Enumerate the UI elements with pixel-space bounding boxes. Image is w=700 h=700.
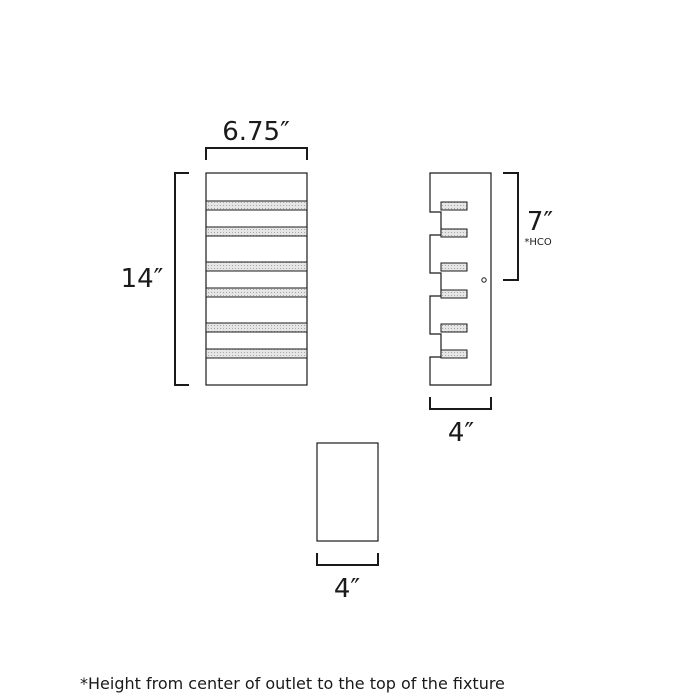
front-slot [206, 227, 307, 236]
side-slot [441, 290, 467, 298]
front-slot [206, 323, 307, 332]
side-slot [441, 350, 467, 358]
side-view [430, 173, 553, 448]
bottom-fixture-body [317, 443, 378, 541]
side-slot [441, 229, 467, 237]
side-slot [441, 324, 467, 332]
side-hco-note: *HCO [524, 237, 552, 248]
side-slot [441, 263, 467, 271]
front-slot [206, 349, 307, 358]
front-slot [206, 262, 307, 271]
front-view [121, 117, 307, 385]
side-hco-bracket [503, 173, 518, 280]
front-height-label: 14″ [120, 264, 164, 294]
bottom-width-bracket [317, 553, 378, 565]
footnote: *Height from center of outlet to the top of the fixture [80, 674, 505, 693]
bottom-width-label: 4″ [333, 574, 361, 604]
front-width-label: 6.75″ [222, 117, 290, 147]
front-width-bracket [206, 148, 307, 160]
side-slot [441, 202, 467, 210]
outlet-center-icon [482, 278, 486, 282]
front-slot [206, 288, 307, 297]
front-height-bracket [175, 173, 189, 385]
bottom-view [317, 443, 378, 604]
side-depth-label: 4″ [447, 418, 475, 448]
front-slot [206, 201, 307, 210]
side-hco-label: 7″ [526, 207, 554, 237]
side-depth-bracket [430, 397, 491, 409]
